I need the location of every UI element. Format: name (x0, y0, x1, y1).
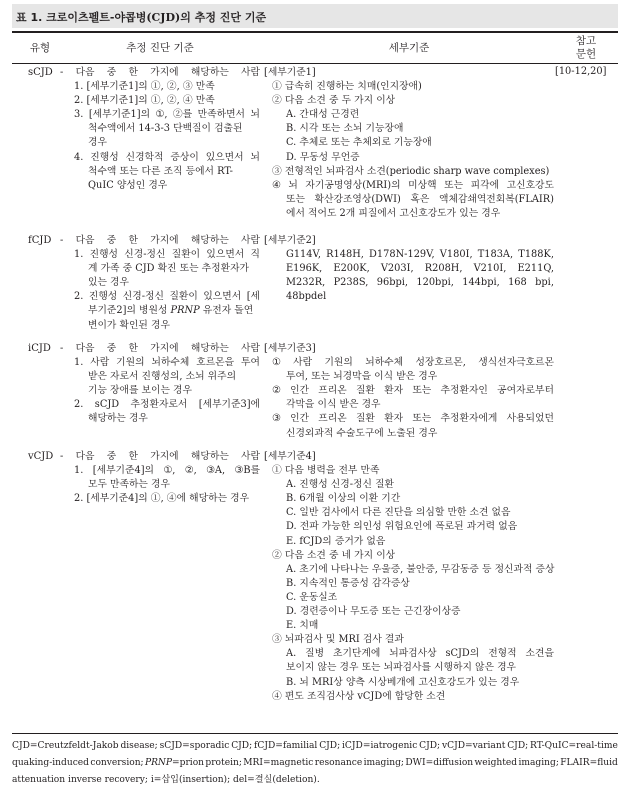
word: 1. (74, 249, 84, 261)
table-title (16, 9, 266, 25)
word: 확산강조영상(DWI) (314, 193, 401, 205)
word: 중 (106, 451, 117, 462)
word: 뇌하수체 (151, 357, 190, 369)
criteria-line: 모두 만족하는 경우 (88, 479, 170, 491)
detail-line: ④ 편도 조직검사상 vCJD에 합당한 소견 (272, 690, 446, 702)
word: 있으면서 (206, 249, 245, 261)
criteria-line (60, 464, 260, 478)
word: MRI=magnetic (243, 758, 314, 768)
bottom-rule (12, 733, 618, 734)
word: CJD; (507, 741, 529, 751)
footnote (12, 738, 618, 789)
word: 공여자로부터 (497, 385, 554, 397)
word: 프리온 (318, 413, 347, 425)
detail-line (264, 262, 554, 276)
word: CJD=Creutzfeldt-Jakob (12, 741, 119, 751)
word: 또는 (444, 179, 464, 191)
word: 미상핵 (408, 179, 437, 191)
word: conversion; (90, 758, 144, 768)
criteria-line: 2. [세부기준4]의 ①, ④에 해당하는 경우 (74, 493, 250, 505)
word: T188K, (518, 249, 554, 261)
word: 질환 (355, 413, 375, 425)
word: 가지에 (150, 235, 179, 246)
criteria-line (60, 398, 260, 412)
word: 뇌 (288, 179, 298, 191)
header-rule (12, 63, 618, 64)
header-reference-line1: 참고 (575, 35, 597, 47)
detail-line: D. 전파 가능한 의인성 위험요인에 폭로된 과거력 없음 (286, 521, 518, 533)
detail-line: A. 간대성 근경련 (286, 109, 360, 121)
row-type: vCJD (28, 451, 54, 462)
word: 자기공명영상(MRI)의 (305, 179, 401, 191)
word: 2. (74, 291, 84, 303)
row-type: iCJD (28, 343, 51, 354)
word: imaging; (363, 758, 404, 768)
word: 질병 (305, 648, 325, 660)
header-detail: 세부기준 (388, 41, 430, 54)
detail-line (264, 179, 554, 193)
word: 추정환자로서 (130, 399, 188, 411)
word: 기원의 (116, 357, 145, 369)
word: 1. (74, 465, 84, 477)
detail-line: C. 추체로 또는 추체외로 기능장애 (286, 137, 432, 149)
word: 직 (250, 249, 260, 261)
word: 고신호강도 (506, 179, 554, 191)
detail-line: ③ 뇌파검사 및 MRI 검사 결과 (272, 634, 404, 646)
footnote-line: attenuation inverse recovery; i=삽입(insertion); del=결실(deletion). (12, 775, 320, 785)
criteria-line: QuIC 양성인 경우 (88, 179, 168, 191)
detail-line: D. 무동성 무언증 (286, 151, 360, 163)
header-criteria: 추정 진단 기준 (126, 41, 194, 54)
word: disease; (120, 741, 158, 751)
criteria-line: 부기준2]의 병원성 PRNP 유전자 돌연 (88, 305, 254, 317)
word: RT-QuIC=real-time (530, 741, 618, 751)
word: M232R, (286, 277, 326, 289)
word: vCJD=variant (441, 741, 506, 751)
word: 다음 (75, 67, 95, 78)
word: 신경학적 (125, 151, 164, 163)
word: 또는 (412, 385, 432, 397)
word: 증상이 (170, 151, 199, 163)
criteria-line (60, 450, 260, 464)
word: 사람 (293, 357, 313, 369)
criteria-line: 척수액에서 14-3-3 단백질이 검출된 (88, 123, 243, 135)
word: D178N-129V, (369, 249, 435, 261)
detail-line (264, 356, 554, 370)
gene-name: PRNP (170, 305, 200, 317)
detail-line: 신경외과적 수술도구에 노출된 경우 (286, 427, 438, 439)
detail-cell (264, 234, 554, 304)
detail-line (264, 384, 554, 398)
word: 한 (128, 235, 138, 246)
word: 중 (106, 67, 117, 78)
word: [세부기준4]의 (92, 465, 154, 477)
word: 또는 (412, 413, 432, 425)
word: A. (286, 648, 297, 660)
word: R148H, (326, 249, 364, 261)
word: 생식선자극호르몬 (478, 357, 554, 369)
detail-line: [세부기준2] (264, 235, 316, 246)
criteria-cell (60, 234, 260, 333)
word: CJD; (231, 741, 253, 751)
word: 다음 (75, 235, 95, 246)
detail-line: 48bpdel (286, 291, 327, 303)
word: 진행성 (88, 291, 118, 303)
word: 질환이 (171, 249, 201, 261)
word: 뇌 (250, 109, 260, 121)
detail-line: C. 일반 검사에서 다른 진단을 의심할 만한 소견 없음 (286, 507, 511, 519)
footnote-line (12, 738, 618, 755)
word: 질환이 (169, 291, 198, 303)
criteria-cell (60, 450, 260, 506)
word: 기원의 (324, 357, 353, 369)
word: V203I, (380, 263, 414, 275)
header-reference-line2: 문헌 (575, 48, 597, 60)
word: P238S, (333, 277, 369, 289)
word: 초기단계에 (332, 648, 381, 660)
word: [세부기준3]에 (198, 399, 260, 411)
word: ④ (272, 179, 281, 191)
word: CJD; (319, 741, 341, 751)
word: 168 (508, 277, 527, 289)
word: 해당하는 (190, 235, 229, 246)
word: 3. (74, 109, 84, 121)
word: FLAIR=fluid (560, 758, 618, 768)
word: T183A, (477, 249, 514, 261)
word: 질환 (355, 385, 375, 397)
detail-line: D. 경련증이나 무도증 또는 근긴장이상증 (286, 606, 461, 618)
word: R208H, (424, 263, 463, 275)
word: 인간 (290, 385, 309, 397)
word: G114V, (286, 249, 322, 261)
detail-line: B. 6개월 이상의 이환 기간 (286, 493, 401, 505)
word: 144bpi, (462, 277, 500, 289)
detail-line (264, 248, 554, 262)
word: 액체감쇄역전회복(FLAIR) (438, 193, 554, 205)
detail-cell (264, 66, 554, 221)
word: 있으면서 (203, 291, 242, 303)
criteria-line: 해당하는 경우 (88, 413, 148, 425)
word: ②, (184, 465, 197, 477)
word: sCJD (94, 399, 120, 411)
criteria-line (60, 108, 260, 122)
word: PRNP=prion (144, 758, 205, 768)
word: 1. (74, 357, 84, 369)
word: 한 (128, 343, 138, 354)
word: 사람 (241, 235, 260, 246)
criteria-line (60, 234, 260, 248)
word: 가지에 (150, 451, 179, 462)
detail-line: ② 다음 소견 중 네 가지 이상 (272, 549, 396, 561)
word: 사람 (241, 343, 260, 354)
word: 추정환자인 (440, 385, 488, 397)
detail-line: A. 초기에 나타나는 우울증, 불안증, 무감동증 등 정신과적 증상 (286, 563, 555, 575)
detail-line: [세부기준4] (264, 451, 316, 462)
detail-line (264, 647, 554, 661)
word: 한 (128, 67, 138, 78)
reference-cell: [10-12,20] (555, 66, 607, 77)
criteria-line: 변이가 확인된 경우 (88, 319, 170, 331)
word: ② (272, 385, 281, 397)
word: 환자 (384, 413, 404, 425)
word: ③A, (206, 465, 226, 477)
word: 성장호르몬, (415, 357, 466, 369)
criteria-line: 2. [세부기준1]의 ①, ②, ④ 만족 (74, 95, 215, 107)
word: 또는 (286, 193, 305, 205)
word: 만족하면서 (197, 109, 245, 121)
row-type: sCJD (28, 67, 53, 78)
criteria-line: 1. [세부기준1]의 ①, ②, ③ 만족 (74, 81, 215, 93)
word: 신경-정신 (124, 249, 166, 261)
word: 신경-정신 (122, 291, 164, 303)
word: weighted (474, 758, 518, 768)
detail-line: B. 뇌 MRI상 양측 시상베개에 고신호강도가 있는 경우 (286, 676, 520, 688)
word: protein; (205, 758, 242, 768)
word: 있으면서 (205, 151, 244, 163)
detail-cell (264, 450, 554, 704)
detail-line: 보이지 않는 경우 또는 뇌파검사를 시행하지 않은 경우 (286, 662, 517, 674)
word: 뇌하수체 (365, 357, 404, 369)
word: 해당하는 (190, 67, 229, 78)
detail-line: E. fCJD의 증거가 없음 (286, 535, 386, 547)
word: imaging; (518, 758, 559, 768)
detail-line: 각막을 이식 받은 경우 (286, 399, 381, 411)
word: sCJD=sporadic (159, 741, 230, 751)
word: V210I, (473, 263, 507, 275)
word: ③ (272, 413, 281, 425)
word: ②를 (172, 109, 193, 121)
word: ① (272, 357, 281, 369)
word: iCJD=iatrogenic (342, 741, 418, 751)
detail-line: B. 시각 또는 소뇌 기능장애 (286, 123, 404, 135)
word: 추정환자에게 (440, 413, 498, 425)
word: ①, (163, 465, 176, 477)
word: 사람 (241, 67, 260, 78)
header-type: 유형 (29, 41, 51, 54)
detail-line: [세부기준1] (264, 67, 316, 78)
criteria-line: 척수액 또는 다른 조직 등에서 RT- (88, 165, 233, 177)
detail-line: A. 진행성 신경-정신 질환 (286, 479, 395, 491)
word: quaking-induced (12, 758, 90, 768)
detail-line: ① 급속히 진행하는 치매(인지장애) (272, 81, 422, 93)
word: E211Q, (517, 263, 554, 275)
criteria-line (60, 356, 260, 370)
word: fCJD=familial (254, 741, 318, 751)
criteria-line: 받은 자로서 진행성의, 소뇌 위주의 (88, 371, 237, 383)
detail-line: [세부기준3] (264, 343, 316, 354)
word: E200K, (333, 263, 370, 275)
detail-line: ② 다음 소견 중 두 가지 이상 (272, 95, 396, 107)
criteria-line: 기능 장애를 보이는 경우 (88, 385, 192, 397)
word: 2. (74, 399, 84, 411)
criteria-line (60, 342, 260, 356)
detail-line: C. 운동실조 (286, 591, 338, 603)
word: - (60, 235, 64, 246)
word: resonance (314, 758, 363, 768)
word: 96bpi, (376, 277, 408, 289)
detail-line (264, 412, 554, 426)
word: 프리온 (318, 385, 347, 397)
word: V180I, (439, 249, 473, 261)
word: [세부기준1]의 (88, 109, 151, 121)
word: 혹은 (410, 193, 430, 205)
criteria-line: 경우 (88, 137, 107, 149)
footnote-line (12, 755, 618, 772)
detail-line (264, 193, 554, 207)
word: [세 (246, 291, 260, 303)
word: sCJD의 (445, 648, 480, 660)
detail-line: 투여, 또는 뇌경막을 이식 받은 경우 (286, 371, 438, 383)
word: 다음 (75, 451, 95, 462)
word: E196K, (286, 263, 323, 275)
table-title-bar (12, 4, 618, 28)
detail-line: ③ 전형적인 뇌파검사 소견(periodic sharp wave complexes) (272, 165, 550, 177)
word: - (60, 343, 64, 354)
word: 중 (106, 235, 117, 246)
word: 가지에 (150, 67, 179, 78)
word: 뇌파검사상 (389, 648, 437, 660)
word: 사용되었던 (506, 413, 554, 425)
criteria-line (60, 66, 260, 80)
word: 피각에 (470, 179, 500, 191)
criteria-line (60, 290, 260, 304)
word: 다음 (75, 343, 95, 354)
word: 뇌 (250, 151, 260, 163)
detail-line: ① 다음 병력을 전부 만족 (272, 465, 380, 477)
criteria-line (60, 248, 260, 262)
detail-line (264, 276, 554, 290)
word: 투여 (241, 357, 260, 369)
word: - (60, 451, 64, 462)
detail-cell (264, 342, 554, 441)
word: 소견을 (525, 648, 554, 660)
word: 진행성 (89, 249, 119, 261)
detail-line: 에서 적어도 2개 피질에서 고신호강도가 있는 경우 (286, 207, 501, 219)
header-reference (556, 33, 616, 63)
criteria-cell (60, 342, 260, 427)
criteria-cell (60, 66, 260, 193)
word: 가지에 (150, 343, 179, 354)
word: 인간 (290, 413, 309, 425)
word: 환자 (384, 385, 404, 397)
word: 120bpi, (416, 277, 454, 289)
word: CJD; (419, 741, 441, 751)
word: 사람 (90, 357, 110, 369)
gene-name: PRNP (144, 758, 173, 768)
word: 중 (106, 343, 117, 354)
word: ①, (155, 109, 168, 121)
criteria-line (60, 151, 260, 165)
word: bpi, (535, 277, 554, 289)
table-number: 표 1. (16, 11, 43, 24)
word: 사람 (241, 451, 260, 462)
word: 호르몬을 (196, 357, 235, 369)
detail-line: B. 지속적인 통증성 감각증상 (286, 577, 410, 589)
word: 한 (128, 451, 138, 462)
word: ③B를 (234, 465, 260, 477)
word: 해당하는 (190, 451, 229, 462)
word: DWI=diffusion (405, 758, 474, 768)
word: 전형적 (488, 648, 517, 660)
word: 진행성 (90, 151, 119, 163)
word: 4. (74, 151, 84, 163)
word: 해당하는 (190, 343, 229, 354)
detail-line: E. 치매 (286, 620, 319, 632)
row-type: fCJD (28, 235, 52, 246)
criteria-line: 있는 경우 (88, 277, 129, 289)
criteria-line: 계 가족 중 CJD 확진 또는 추정환자가 (88, 263, 249, 275)
table-title-text: 크로이츠펠트-야콥병(CJD)의 추정 진단 기준 (46, 11, 267, 24)
word: - (60, 67, 64, 78)
